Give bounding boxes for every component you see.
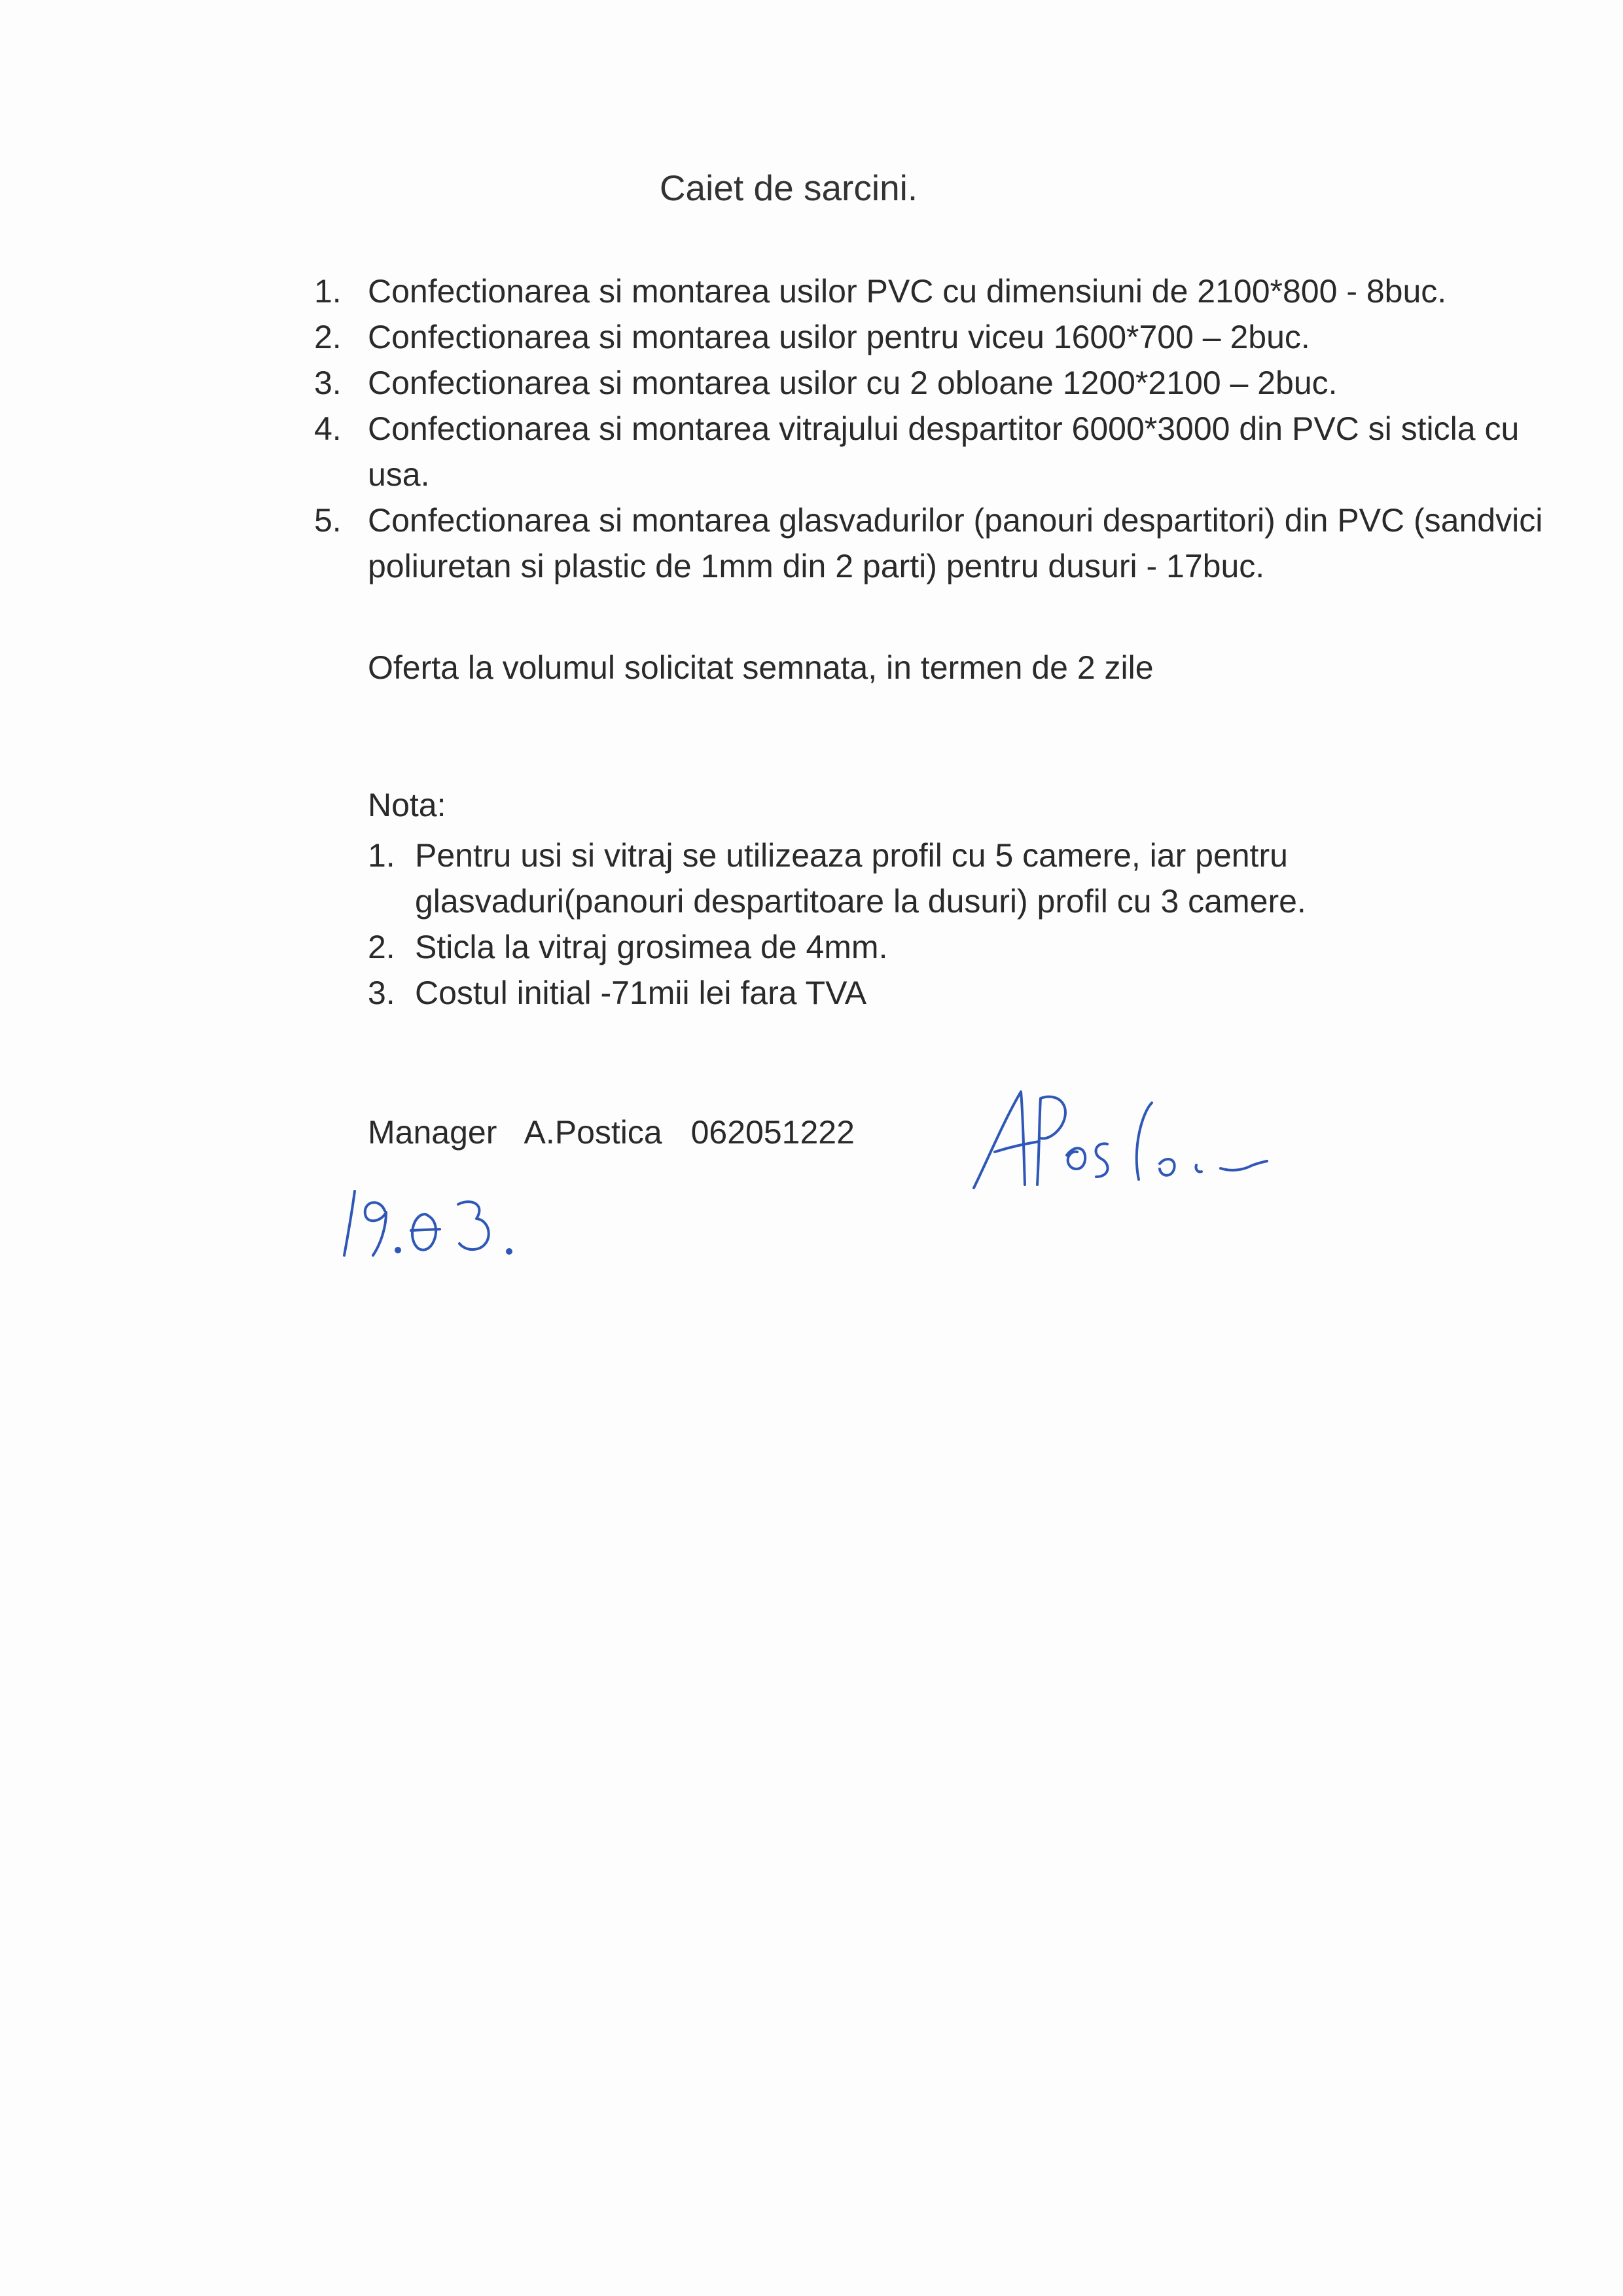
list-item-text: Sticla la vitraj grosimea de 4mm. xyxy=(415,929,888,965)
list-item-text: Confectionarea si montarea usilor cu 2 obloane 1200*2100 – 2buc. xyxy=(368,365,1338,401)
list-item xyxy=(314,268,1544,314)
nota-list xyxy=(368,833,1415,1016)
list-item-number: 1. xyxy=(314,273,342,310)
list-item xyxy=(314,360,1544,406)
list-item-text: Confectionarea si montarea usilor PVC cu dimensiuni de 2100*800 - 8buc. xyxy=(368,273,1447,310)
list-item xyxy=(368,924,1415,970)
signoff-phone: 062051222 xyxy=(690,1114,855,1151)
list-item-number: 5. xyxy=(314,502,342,539)
task-list xyxy=(314,268,1544,589)
signoff-role: Manager xyxy=(368,1114,497,1151)
list-item xyxy=(368,833,1415,924)
list-item-text: Confectionarea si montarea vitrajului despartitor 6000*3000 din PVC si sticla cu usa. xyxy=(368,410,1520,493)
signoff-name: A.Postica xyxy=(524,1114,662,1151)
handwritten-date xyxy=(334,1178,530,1263)
offer-paragraph: Oferta la volumul solicitat semnata, in termen de 2 zile xyxy=(368,649,1154,686)
document-title: Caiet de sarcini. xyxy=(659,168,918,208)
list-item xyxy=(314,314,1544,360)
list-item-number: 1. xyxy=(368,837,395,874)
list-item xyxy=(314,497,1544,589)
list-item-number: 3. xyxy=(368,975,395,1011)
signoff-line xyxy=(368,1109,874,1155)
list-item-number: 3. xyxy=(314,365,342,401)
list-item-text: Costul initial -71mii lei fara TVA xyxy=(415,975,867,1011)
list-item-text: Pentru usi si vitraj se utilizeaza profil cu 5 camere, iar pentru glasvaduri(panouri despartitoare la dusuri) profil cu 3 camere. xyxy=(415,837,1306,920)
nota-heading: Nota: xyxy=(368,787,446,823)
handwritten-signature xyxy=(955,1073,1270,1198)
list-item-number: 2. xyxy=(368,929,395,965)
list-item-text: Confectionarea si montarea glasvadurilor (panouri despartitori) din PVC (sandvici poliuretan si plastic de 1mm din 2 parti) pentru dusuri - 17buc. xyxy=(368,502,1543,584)
list-item-number: 4. xyxy=(314,410,342,447)
list-item xyxy=(314,406,1544,497)
list-item-text: Confectionarea si montarea usilor pentru viceu 1600*700 – 2buc. xyxy=(368,319,1310,355)
list-item xyxy=(368,970,1415,1016)
list-item-number: 2. xyxy=(314,319,342,355)
